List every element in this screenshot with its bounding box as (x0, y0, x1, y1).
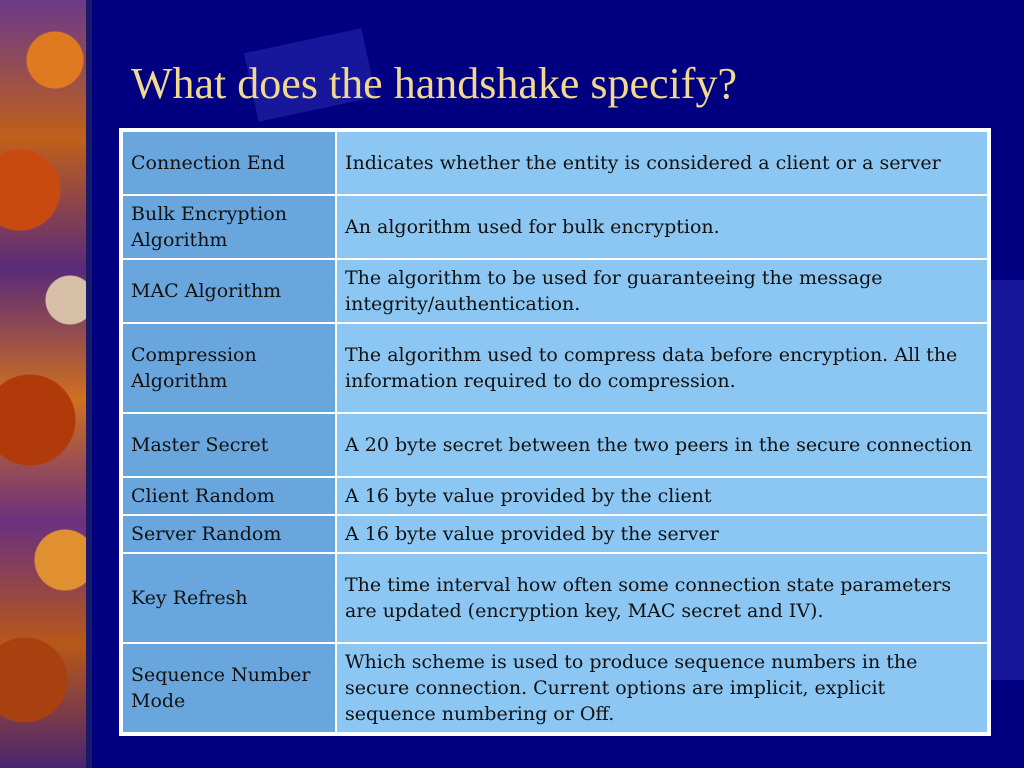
row-label: Key Refresh (123, 554, 335, 642)
gear-decoration (0, 0, 92, 768)
row-description: The time interval how often some connection state parameters are updated (encryption key, MAC secret and IV). (337, 554, 987, 642)
row-description: The algorithm to be used for guaranteeing the message integrity/authentication. (337, 260, 987, 322)
table-row (123, 196, 987, 258)
row-label: Connection End (123, 132, 335, 194)
handshake-table (119, 128, 991, 736)
row-description: A 16 byte value provided by the client (337, 478, 987, 514)
row-label: Compression Algorithm (123, 324, 335, 412)
table-row (123, 132, 987, 194)
table-row (123, 554, 987, 642)
row-label: Client Random (123, 478, 335, 514)
row-label: Bulk Encryption Algorithm (123, 196, 335, 258)
slide-title: What does the handshake specify? (131, 59, 737, 108)
table-row (123, 516, 987, 552)
table-row (123, 260, 987, 322)
row-description: Which scheme is used to produce sequence numbers in the secure connection. Current options are implicit, explicit sequence numbering or Off. (337, 644, 987, 732)
row-description: A 20 byte secret between the two peers in the secure connection (337, 414, 987, 476)
row-label: Master Secret (123, 414, 335, 476)
row-description: An algorithm used for bulk encryption. (337, 196, 987, 258)
row-description: Indicates whether the entity is considered a client or a server (337, 132, 987, 194)
row-label: Sequence Number Mode (123, 644, 335, 732)
row-label: Server Random (123, 516, 335, 552)
row-label: MAC Algorithm (123, 260, 335, 322)
background-shape (990, 280, 1024, 680)
table-row (123, 644, 987, 732)
row-description: The algorithm used to compress data before encryption. All the information required to do compression. (337, 324, 987, 412)
table-row (123, 478, 987, 514)
table-row (123, 324, 987, 412)
row-description: A 16 byte value provided by the server (337, 516, 987, 552)
table-row (123, 414, 987, 476)
